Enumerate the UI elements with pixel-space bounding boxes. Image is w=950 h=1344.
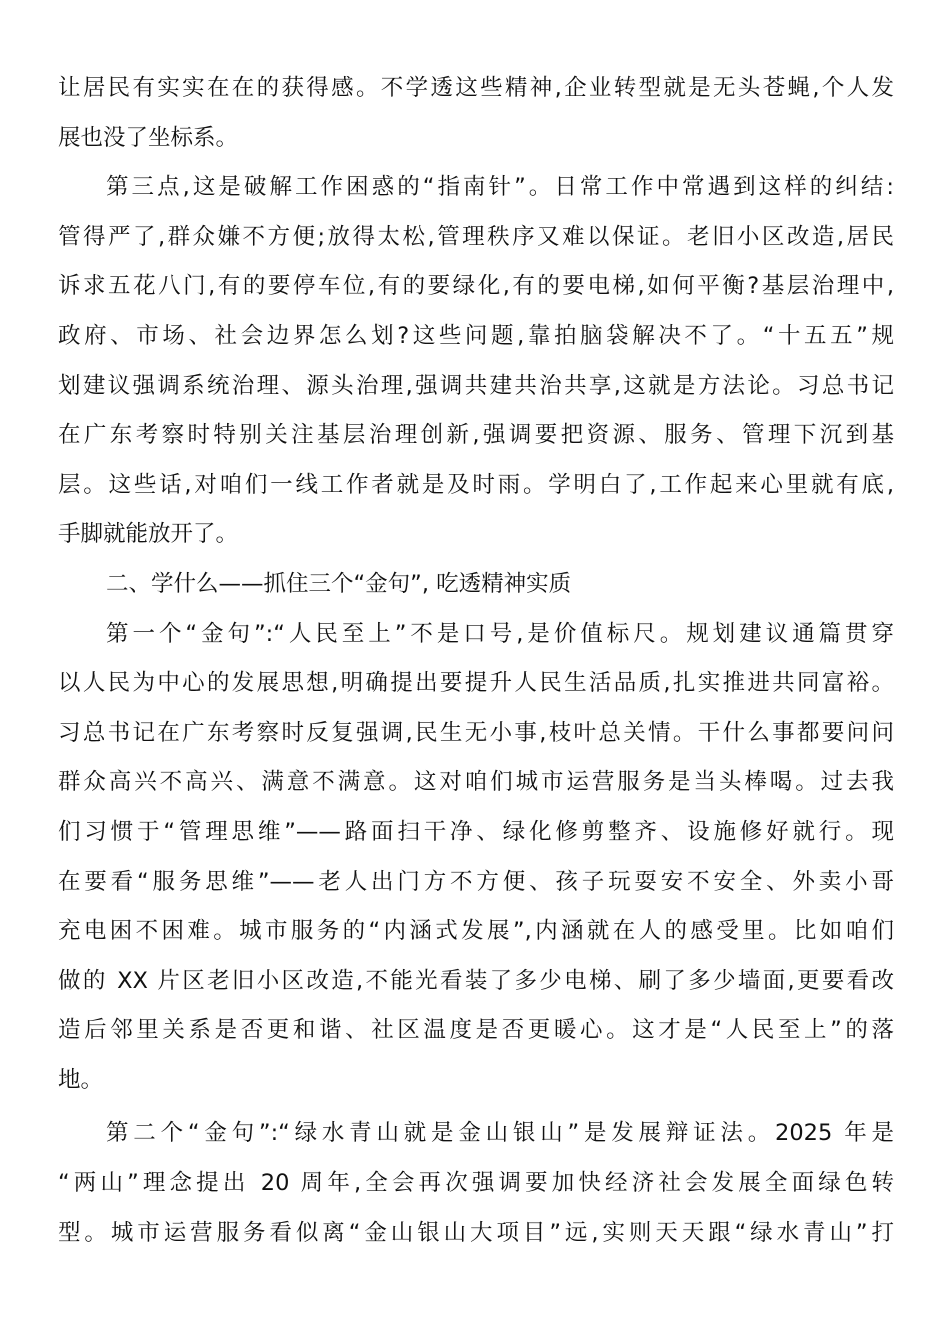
document-page (58, 64, 894, 1258)
text-line: 第二个“金句”:“绿水青山就是金山银山”是发展辩证法。2025 年是 (106, 1120, 894, 1147)
text-line: 型。城市运营服务看似离“金山银山大项目”远,实则天天跟“绿水青山”打 (58, 1219, 894, 1246)
text-line: 地。 (58, 1066, 104, 1093)
paragraph-golden-sentence-two (58, 1109, 894, 1258)
paragraph-golden-sentence-one (58, 610, 894, 1106)
text-line: 手脚就能放开了。 (58, 521, 239, 548)
text-line: 划建议强调系统治理、源头治理,强调共建共治共享,这就是方法论。习总书记 (58, 372, 894, 399)
text-line: 造后邻里关系是否更和谐、社区温度是否更暖心。这才是“人民至上”的落 (58, 1017, 894, 1044)
text-line: 充电困不困难。城市服务的“内涵式发展”,内涵就在人的感受里。比如咱们 (58, 918, 894, 945)
text-line: 群众高兴不高兴、满意不满意。这对咱们城市运营服务是当头棒喝。过去我 (58, 769, 894, 796)
text-line: 以人民为中心的发展思想,明确提出要提升人民生活品质,扎实推进共同富裕。 (58, 670, 894, 697)
paragraph-continuation (58, 64, 894, 163)
text-line: 让居民有实实在在的获得感。不学透这些精神,企业转型就是无头苍蝇,个人发 (58, 75, 894, 101)
section-heading-what-to-learn (58, 560, 894, 610)
text-line: 们习惯于“管理思维”——路面扫干净、绿化修剪整齐、设施修好就行。现 (58, 818, 894, 845)
section-heading: 二、学什么——抓住三个“金句”, 吃透精神实质 (106, 570, 572, 597)
text-line: 层。这些话,对咱们一线工作者就是及时雨。学明白了,工作起来心里就有底, (58, 471, 894, 498)
text-line: 第三点,这是破解工作困惑的“指南针”。日常工作中常遇到这样的纠结: (106, 174, 894, 201)
text-line: 管得严了,群众嫌不方便;放得太松,管理秩序又难以保证。老旧小区改造,居民 (58, 223, 894, 250)
text-line: 诉求五花八门,有的要停车位,有的要绿化,有的要电梯,如何平衡?基层治理中, (58, 273, 894, 300)
paragraph-third-point (58, 163, 894, 560)
text-line: 政府、市场、社会边界怎么划?这些问题,靠拍脑袋解决不了。“十五五”规 (58, 322, 894, 349)
text-line: 第一个“金句”:“人民至上”不是口号,是价值标尺。规划建议通篇贯穿 (106, 620, 894, 647)
text-line: 展也没了坐标系。 (58, 124, 239, 151)
text-line: “两山”理念提出 20 周年,全会再次强调要加快经济社会发展全面绿色转 (58, 1170, 894, 1197)
text-line: 做的 XX 片区老旧小区改造,不能光看装了多少电梯、刷了多少墙面,更要看改 (58, 967, 894, 994)
text-line: 在要看“服务思维”——老人出门方不方便、孩子玩耍安不安全、外卖小哥 (58, 868, 894, 895)
text-line: 在广东考察时特别关注基层治理创新,强调要把资源、服务、管理下沉到基 (58, 422, 894, 449)
text-line: 习总书记在广东考察时反复强调,民生无小事,枝叶总关情。干什么事都要问问 (58, 719, 894, 746)
